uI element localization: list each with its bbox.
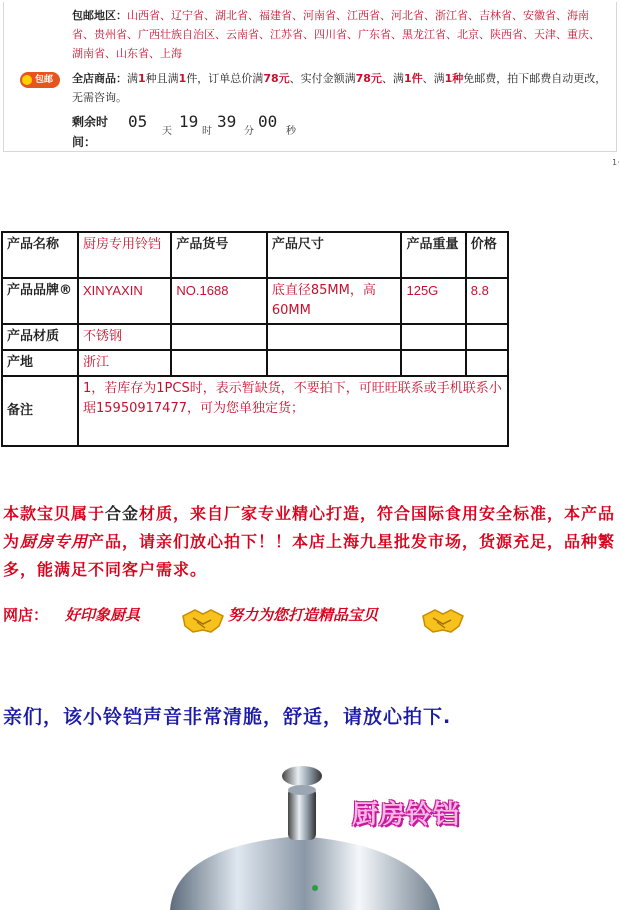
store-text: 、满 <box>381 72 404 85</box>
province-item: 重庆 <box>567 28 589 41</box>
header-price: 价格 <box>466 232 508 278</box>
brand-value: XINYAXIN <box>78 278 171 324</box>
store-text: 免邮费，拍下邮费自动更改，无需咨询。 <box>72 72 607 104</box>
province-separator: 、 <box>380 9 391 22</box>
header-note: 备注 <box>2 376 78 446</box>
free-shipping-badge <box>20 72 60 88</box>
table-row <box>2 376 508 446</box>
header-material: 产品材质 <box>2 324 78 350</box>
province-separator: 、 <box>105 47 116 60</box>
province-separator: 、 <box>391 28 402 41</box>
store-text: 件，订单总价满 <box>186 72 264 85</box>
table-row <box>2 350 508 376</box>
province-item: 陕西省 <box>490 28 523 41</box>
region-row <box>72 6 610 63</box>
province-item: 黑龙江省 <box>402 28 446 41</box>
header-product-size: 产品尺寸 <box>267 232 402 278</box>
desc-text: 材质，来自厂家专业精心打造，符合国际食用安全标准，本产品为 <box>3 504 616 551</box>
size-value: 底直径85MM，高60MM <box>267 278 402 324</box>
desc-highlight-alloy: 合金 <box>105 504 140 523</box>
badge-text: 包邮 <box>34 75 53 85</box>
province-separator: 、 <box>303 28 314 41</box>
shop-row <box>3 604 617 640</box>
countdown-second-unit: 秒 <box>286 126 296 137</box>
shop-label: 网店： <box>3 606 49 624</box>
product-title: 厨房铃铛 <box>352 800 461 830</box>
province-item: 江西省 <box>347 9 380 22</box>
note-text: 1，若库存为1PCS时，表示暂缺货，不要拍下，可旺旺联系或手机联系小琚15950917477，可为您单独定货； <box>83 381 502 416</box>
table-row <box>2 278 508 324</box>
province-separator: 、 <box>512 9 523 22</box>
store-row <box>72 69 610 107</box>
province-item: 河北省 <box>391 9 424 22</box>
province-item: 辽宁省 <box>171 9 204 22</box>
origin-value: 浙江 <box>78 350 171 376</box>
province-separator: 、 <box>215 28 226 41</box>
header-product-weight: 产品重量 <box>401 232 465 278</box>
province-separator: 、 <box>589 28 600 41</box>
province-item: 广西壮族自治区 <box>138 28 215 41</box>
store-text: 种且满 <box>145 72 179 85</box>
store-label: 全店商品： <box>72 72 127 85</box>
province-item: 湖南省 <box>72 47 105 60</box>
material-value: 不锈钢 <box>78 324 171 350</box>
province-item: 福建省 <box>259 9 292 22</box>
province-separator: 、 <box>523 28 534 41</box>
store-pieces: 1件 <box>403 72 423 85</box>
province-separator: 、 <box>259 28 270 41</box>
store-amount-2: 78元 <box>355 72 382 85</box>
province-item: 贵州省 <box>94 28 127 41</box>
header-origin: 产地 <box>2 350 78 376</box>
shop-slogan: 努力为您打造精品宝贝 <box>228 606 379 624</box>
spec-table <box>1 231 509 447</box>
province-item: 上海 <box>160 47 182 60</box>
corner-mark: 1· <box>612 158 620 167</box>
countdown-day-unit: 天 <box>162 126 172 137</box>
province-separator: 、 <box>127 28 138 41</box>
province-item: 海南省 <box>72 9 589 41</box>
bell-product-image <box>0 760 620 910</box>
province-item: 四川省 <box>314 28 347 41</box>
province-item: 江苏省 <box>270 28 303 41</box>
province-item: 山东省 <box>116 47 149 60</box>
desc-text: 本款宝贝属于 <box>3 504 106 523</box>
store-n2: 1 <box>178 72 187 85</box>
store-kinds: 1种 <box>444 72 464 85</box>
shipping-box <box>3 2 617 152</box>
price-value: 8.8 <box>466 278 508 324</box>
countdown-days: 05 <box>128 112 148 131</box>
province-separator: 、 <box>336 9 347 22</box>
province-item: 天津 <box>534 28 556 41</box>
header-brand: 产品品牌® <box>2 278 78 324</box>
province-separator: 、 <box>424 9 435 22</box>
handshake-icon <box>181 602 225 636</box>
province-item: 云南省 <box>226 28 259 41</box>
countdown-minutes: 39 <box>217 112 237 131</box>
province-separator: 、 <box>292 9 303 22</box>
countdown-minute-unit: 分 <box>244 126 254 137</box>
province-separator: 、 <box>556 28 567 41</box>
countdown-hours: 19 <box>179 112 199 131</box>
province-item: 山西省 <box>127 9 160 22</box>
badge-coin-icon <box>22 75 32 85</box>
province-separator: 、 <box>468 9 479 22</box>
table-row <box>2 232 508 278</box>
desc-highlight-kitchen: 厨房专用 <box>20 532 89 551</box>
countdown-hour-unit: 时 <box>202 126 212 137</box>
province-list <box>72 9 600 60</box>
region-label: 包邮地区： <box>72 9 127 22</box>
province-separator: 、 <box>160 9 171 22</box>
province-separator: 、 <box>446 28 457 41</box>
store-n1: 1 <box>138 72 146 85</box>
province-item: 河南省 <box>303 9 336 22</box>
store-text: 、实付金额满 <box>289 72 356 85</box>
note-value <box>78 376 508 446</box>
province-separator: 、 <box>204 9 215 22</box>
countdown-label: 剩余时间： <box>72 115 109 149</box>
sound-note-text: 亲们，该小铃铛声音非常清脆，舒适，请放心拍下. <box>3 706 452 728</box>
province-separator: 、 <box>479 28 490 41</box>
province-item: 广东省 <box>358 28 391 41</box>
province-separator: 、 <box>149 47 160 60</box>
province-separator: 、 <box>556 9 567 22</box>
province-separator: 、 <box>248 9 259 22</box>
weight-value: 125G <box>401 278 465 324</box>
countdown-seconds: 00 <box>258 112 278 131</box>
province-separator: 、 <box>347 28 358 41</box>
province-separator: 、 <box>83 28 94 41</box>
province-item: 北京 <box>457 28 479 41</box>
handshake-icon <box>421 602 465 636</box>
header-product-name: 产品名称 <box>2 232 78 278</box>
province-item: 安徽省 <box>523 9 556 22</box>
code-value: NO.1688 <box>171 278 266 324</box>
table-row <box>2 324 508 350</box>
store-text: 、满 <box>422 72 445 85</box>
desc-text: 产品，请亲们放心拍下！！本店上海九星批发市场，货源充足，品种繁多，能满足不同客户需求。 <box>3 532 616 579</box>
header-product-code: 产品货号 <box>171 232 266 278</box>
province-item: 吉林省 <box>479 9 512 22</box>
store-text: 满 <box>127 72 138 85</box>
product-name: 厨房专用铃铛 <box>78 232 171 278</box>
province-item: 浙江省 <box>435 9 468 22</box>
description-paragraph <box>3 500 617 584</box>
province-item: 湖北省 <box>215 9 248 22</box>
shop-name: 好印象厨具 <box>65 606 141 624</box>
store-amount-1: 78元 <box>263 72 290 85</box>
